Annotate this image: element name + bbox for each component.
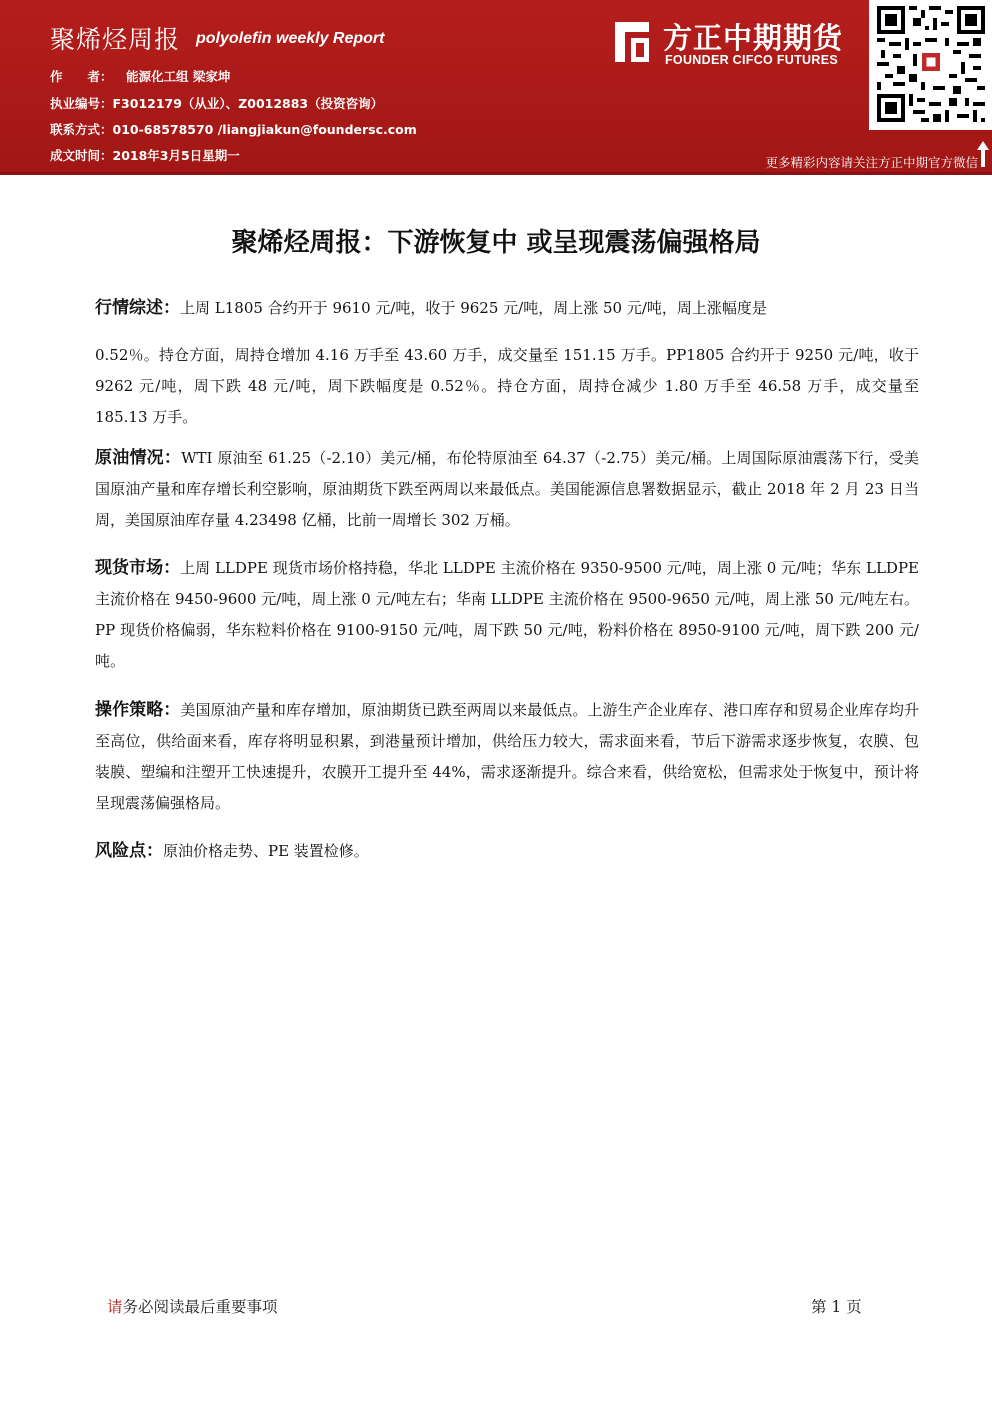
contact-line (50, 120, 417, 138)
report-name: 聚烯烃周报 (50, 25, 181, 54)
crude-oil-heading: 原油情况： (95, 448, 182, 468)
contact-value[interactable]: 010-68578570 /liangjiakun@foundersc.com (112, 122, 417, 137)
qr-code-icon (877, 6, 985, 122)
crude-oil-text: WTI 原油至 61.25（-2.10）美元/桶，布伦特原油至 64.37（-2.75）美元/桶。上周国际原油震荡下行，受美国原油产量和库存增长利空影响，原油期货下跌至两周以来最低点。美国能源信息署数据显示，截止 2018 年 2 月 23 日当周，美国原油库存量 4.23498 亿桶，比前一周增长 302 万桶。 (95, 449, 919, 529)
document-title: 聚烯烃周报：下游恢复中 或呈现震荡偏强格局 (231, 228, 761, 258)
contact-label: 联系方式： (50, 122, 113, 137)
logo-mark-icon (609, 18, 655, 66)
report-header-band (0, 0, 992, 172)
author-line (50, 67, 230, 85)
footer-disclaimer-note (107, 1295, 278, 1317)
risk-paragraph (95, 836, 919, 867)
company-logo (609, 16, 861, 72)
risk-heading: 风险点： (95, 841, 163, 861)
market-summary-heading: 行情综述： (95, 298, 180, 318)
spot-market-paragraph (95, 553, 919, 677)
spot-market-text: 上周 LLDPE 现货市场价格持稳，华北 LLDPE 主流价格在 9350-9500 元/吨，周上涨 0 元/吨；华东 LLDPE 主流价格在 9450-9600 元/吨，周上涨 0 元/吨左右；华南 LLDPE 主流价格在 9500-9650 元/吨，周上涨 50 元/吨左右。PP 现货价格偏弱，华东粒料价格在 9100-9150 元/吨，周下跌 50 元/吨，粉料价格在 8950-9100 元/吨，周下跌 200 元/吨。 (95, 559, 919, 670)
strategy-text: 美国原油产量和库存增加，原油期货已跌至两周以来最低点。上游生产企业库存、港口库存和贸易企业库存均升至高位，供给面来看，库存将明显积累，到港量预计增加，供给压力较大，需求面来看，节后下游需求逐步恢复，农膜、包装膜、塑编和注塑开工快速提升，农膜开工提升至 44%，需求逐渐提升。综合来看，供给宽松，但需求处于恢复中，预计将呈现震荡偏强格局。 (95, 701, 920, 812)
date-label: 成文时间： (50, 148, 113, 163)
license-value: F3012179（从业）、Z0012883（投资咨询） (112, 96, 384, 111)
market-summary-first-line (95, 293, 919, 324)
footer-note-first-char: 请 (107, 1298, 123, 1316)
crude-oil-paragraph (95, 443, 919, 536)
follow-wechat-text: 更多精彩内容请关注方正中期官方微信 (765, 155, 978, 170)
header-divider (0, 172, 992, 175)
page-number: 第 1 页 (811, 1298, 862, 1316)
strategy-paragraph (95, 695, 919, 819)
logo-name-cn: 方正中期期货 (663, 21, 844, 55)
market-summary-text: 0.52％。持仓方面，周持仓增加 4.16 万手至 43.60 万手，成交量至 151.15 万手。PP1805 合约开于 9250 元/吨，收于 9262 元/吨，周下跌 48 元/吨，周下跌幅度是 0.52％。持仓方面，周持仓减少 1.80 万手至 46.58 万手，成交量至 185.13 万手。 (95, 346, 919, 426)
risk-text: 原油价格走势、PE 装置检修。 (163, 842, 369, 860)
author-value: 能源化工组 梁家坤 (126, 69, 231, 84)
date-line (50, 146, 240, 164)
report-name-en: polyolefin weekly Report (196, 30, 385, 47)
market-summary-line1: 上周 L1805 合约开于 9610 元/吨，收于 9625 元/吨，周上涨 50 元/吨，周上涨幅度是 (180, 299, 767, 317)
wechat-qr-code (869, 0, 992, 130)
market-summary-paragraph (95, 293, 919, 433)
footer-note-text: 务必阅读最后重要事项 (122, 1298, 278, 1316)
strategy-heading: 操作策略： (95, 700, 181, 720)
arrow-up-icon (976, 140, 990, 168)
license-label: 执业编号： (50, 96, 113, 111)
spot-market-heading: 现货市场： (95, 558, 181, 578)
date-value: 2018年3月5日星期一 (112, 148, 240, 163)
logo-name-en: FOUNDER CIFCO FUTURES (665, 53, 838, 67)
author-label: 作 者： (50, 69, 113, 84)
license-line (50, 94, 383, 112)
